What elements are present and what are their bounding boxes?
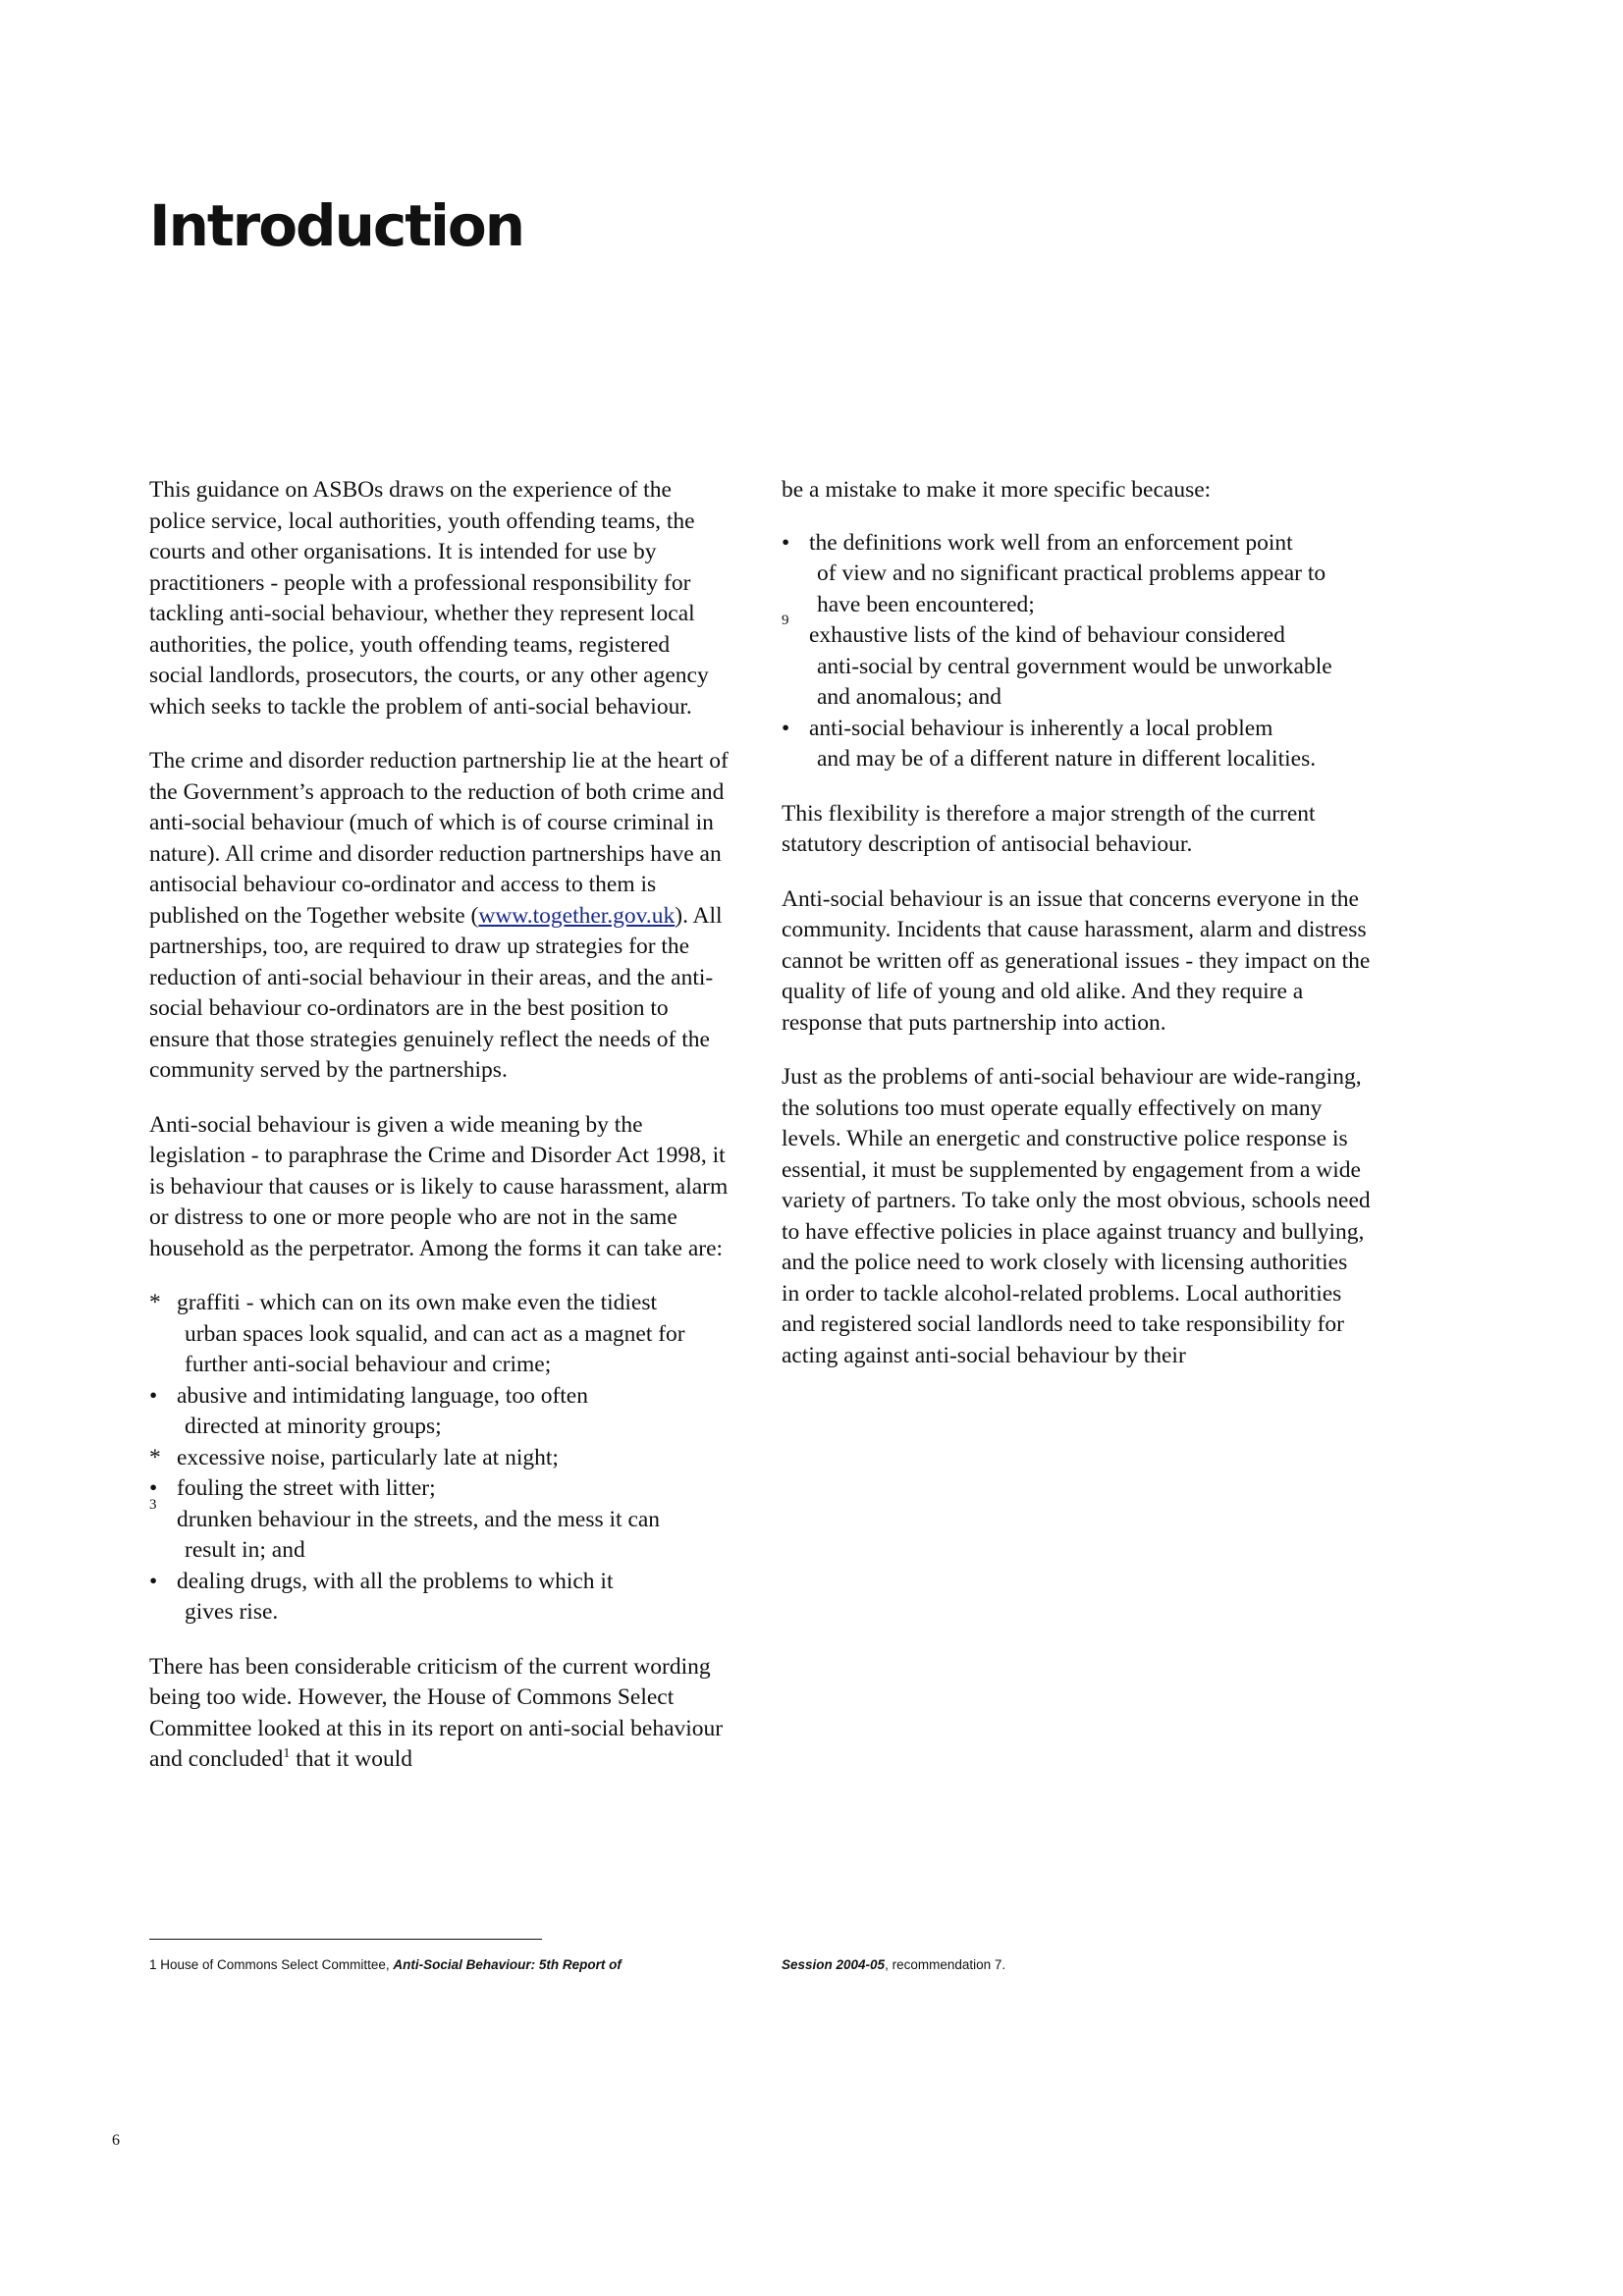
list-item-text: fouling the street with litter; — [177, 1475, 436, 1501]
footnote-continued — [782, 1957, 1005, 1972]
list-marker: • — [149, 1382, 158, 1409]
list-item-text: anti-social by central government would be unworkable and anomalous; and — [817, 653, 1332, 710]
paragraph: This flexibility is therefore a major strength of the current statutory description of antisocial behaviour. — [782, 800, 1316, 857]
list-item-text: gives rise. — [185, 1599, 279, 1625]
footnote-text: , recommendation 7. — [885, 1957, 1006, 1972]
footnote — [149, 1957, 622, 1972]
footnote-rule — [149, 1939, 542, 1940]
list-item — [149, 1288, 729, 1381]
list-item-text: exhaustive lists of the kind of behaviour considered — [809, 622, 1285, 648]
paragraph-text: that it would — [290, 1746, 413, 1772]
list-item-text: excessive noise, particularly late at night; — [177, 1444, 559, 1470]
list-item-text: directed at minority groups; — [185, 1414, 442, 1439]
paragraph-text: There has been considerable criticism of the current wording being too wide. However, the House of Commons Select Committee looked at this in its report on anti-social behaviour and concluded — [149, 1653, 724, 1772]
paragraph-text: The crime and disorder reduction partnership lie at the heart of the Government’s approach to the reduction of both crime and anti-social behaviour (much of which is of course criminal in nature). All crime and disorder reduction partnerships have an antisocial behaviour co-ordinator and access to them is published on the Together website ( — [149, 748, 729, 929]
paragraph: Anti-social behaviour is an issue that concerns everyone in the community. Incidents that cause harassment, alarm and distress cannot be written off as generational issues - they impact on the quality of life of young and old alike. And they require a response that puts partnership into action. — [782, 885, 1371, 1036]
list-marker: • — [782, 529, 790, 556]
list-marker: • — [782, 715, 790, 741]
list-marker: * — [149, 1444, 161, 1470]
left-column — [149, 475, 729, 1799]
reasons-list — [782, 528, 1371, 775]
paragraph: Just as the problems of anti-social behaviour are wide-ranging, the solutions too must operate equally effectively on many levels. While an energetic and constructive police response is essential, it must be supplemented by engagement from a wide variety of partners. To take only the most obvious, schools need to have effective policies in place against truancy and bullying, and the police need to work closely with licensing authorities in order to tackle alcohol-related problems. Local authorities and registered social landlords need to take responsibility for acting against anti-social behaviour by their — [782, 1064, 1371, 1368]
list-item — [782, 528, 1371, 621]
list-item — [149, 1381, 729, 1443]
footnote-ref: 1 — [283, 1746, 291, 1762]
list-item-text: dealing drugs, with all the problems to which it — [177, 1568, 614, 1594]
list-item-text: urban spaces look squalid, and can act as a magnet for further anti-social behaviour and crime; — [185, 1320, 685, 1377]
paragraph-text: ). All partnerships, too, are required to draw up strategies for the reduction of anti-social behaviour in their areas, and the anti-social behaviour co-ordinators are in the best position to ensure that those strategies genuinely reflect the needs of the community served by the partnerships. — [149, 902, 723, 1083]
footnote-text: 1 House of Commons Select Committee, — [149, 1957, 394, 1972]
list-marker: • — [149, 1568, 158, 1594]
list-item-text: graffiti - which can on its own make even the tidiest — [177, 1290, 658, 1315]
list-item-text: anti-social behaviour is inherently a local problem — [809, 715, 1273, 741]
page-number: 6 — [112, 2132, 120, 2149]
list-item — [149, 1473, 729, 1505]
right-column — [782, 475, 1371, 1395]
paragraph: Anti-social behaviour is given a wide meaning by the legislation - to paraphrase the Crime and Disorder Act 1998, it is behaviour that causes or is likely to cause harassment, alarm or distress to one or more people who are not in the same household as the perpetrator. Among the forms it can take are: — [149, 1111, 729, 1261]
list-item — [149, 1443, 729, 1474]
footnote-session: Session 2004-05 — [782, 1957, 886, 1972]
page-title: Introduction — [149, 192, 523, 259]
paragraph — [149, 746, 729, 1087]
paragraph: be a mistake to make it more specific because: — [782, 477, 1212, 503]
footnote-report-title: Anti-Social Behaviour: 5th Report of — [393, 1957, 622, 1972]
list-item-text: abusive and intimidating language, too often — [177, 1382, 588, 1409]
list-item-text: result in; and — [185, 1537, 305, 1563]
list-item: 3 drunken behaviour in the streets, and the mess it can result in; and — [149, 1505, 729, 1567]
list-item-text: drunken behaviour in the streets, and the mess it can — [177, 1506, 661, 1532]
list-item — [782, 714, 1371, 775]
list-item-text: the definitions work well from an enforcement point — [809, 529, 1293, 556]
list-item-text: and may be of a different nature in different localities. — [817, 746, 1317, 772]
list-item — [149, 1567, 729, 1629]
list-marker: * — [149, 1290, 161, 1315]
paragraph: This guidance on ASBOs draws on the experience of the police service, local authorities, youth offending teams, the courts and other organisations. It is intended for use by practitioners - people with a professional responsibility for tackling anti-social behaviour, whether they represent local authorities, the police, youth offending teams, registered social landlords, prosecutors, the courts, or any other agency which seeks to tackle the problem of anti-social behaviour. — [149, 477, 709, 720]
list-marker: • — [149, 1475, 158, 1501]
list-item: 9 exhaustive lists of the kind of behaviour considered anti-social by central government would be unworkable and anomalous; and — [782, 620, 1371, 714]
behaviour-list — [149, 1288, 729, 1629]
paragraph — [149, 1652, 729, 1776]
list-item-text: of view and no significant practical problems appear to have been encountered; — [817, 561, 1326, 617]
together-website-link[interactable]: www.together.gov.uk — [478, 902, 676, 929]
